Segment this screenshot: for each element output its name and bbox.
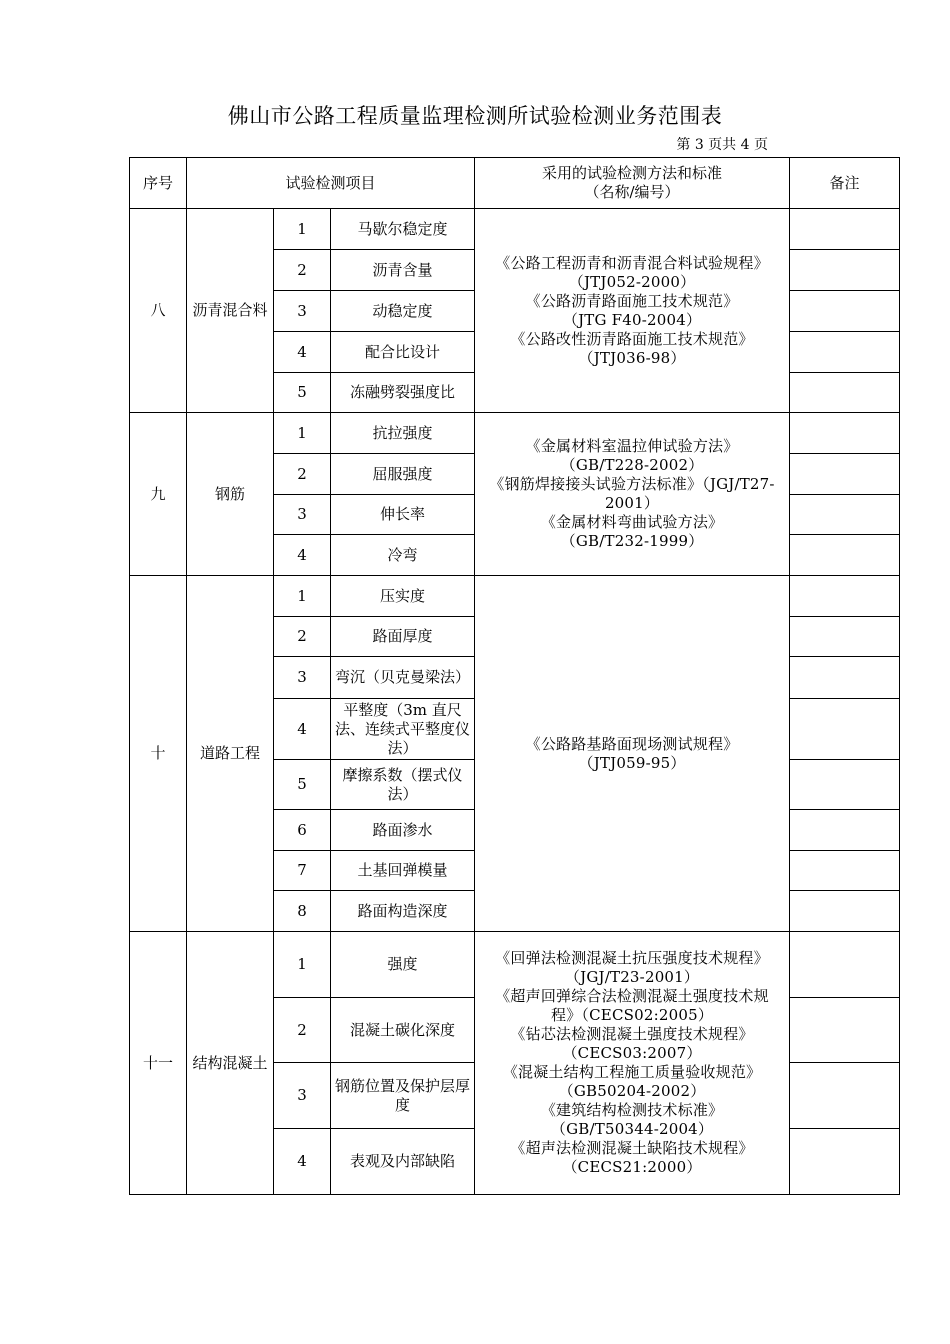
table-row bbox=[130, 413, 900, 454]
remark-cell bbox=[790, 617, 900, 657]
remark-cell bbox=[790, 535, 900, 576]
standard-line: 程》（CECS02:2005） bbox=[551, 1006, 714, 1024]
standard-line: 《回弹法检测混凝土抗压强度技术规程》 bbox=[495, 949, 769, 967]
standard-line: 《金属材料弯曲试验方法》 bbox=[540, 513, 724, 531]
remark-cell bbox=[790, 891, 900, 932]
group-seq: 九 bbox=[130, 413, 187, 576]
remark-cell bbox=[790, 998, 900, 1063]
item-no: 4 bbox=[274, 535, 331, 576]
item-name: 摩擦系数（摆式仪法） bbox=[331, 760, 475, 810]
remark-cell bbox=[790, 332, 900, 373]
table-row bbox=[130, 576, 900, 617]
remark-cell bbox=[790, 1063, 900, 1129]
item-no: 1 bbox=[274, 932, 331, 998]
table-row bbox=[130, 932, 900, 998]
standard-line: （GB/T232-1999） bbox=[560, 532, 704, 550]
item-no: 4 bbox=[274, 699, 331, 760]
standard-line: （JTJ059-95） bbox=[578, 753, 686, 772]
remark-cell bbox=[790, 454, 900, 495]
item-name: 平整度（3m 直尺法、连续式平整度仪法） bbox=[331, 699, 475, 760]
item-no: 2 bbox=[274, 617, 331, 657]
group-standards bbox=[475, 413, 790, 576]
standard-line: 《钢筋焊接接头试验方法标准》（JGJ/T27- bbox=[489, 475, 775, 493]
standard-line: （GB50204-2002） bbox=[558, 1082, 706, 1100]
item-no: 2 bbox=[274, 998, 331, 1063]
standard-line: 《金属材料室温拉伸试验方法》 bbox=[525, 437, 739, 455]
item-name: 马歇尔稳定度 bbox=[331, 209, 475, 250]
item-no: 8 bbox=[274, 891, 331, 932]
remark-cell bbox=[790, 373, 900, 413]
standard-line: 《公路工程沥青和沥青混合料试验规程》 bbox=[495, 253, 769, 272]
page-title: 佛山市公路工程质量监理检测所试验检测业务范围表 bbox=[227, 104, 723, 128]
remark-cell bbox=[790, 495, 900, 535]
group-standards bbox=[475, 209, 790, 413]
item-no: 1 bbox=[274, 209, 331, 250]
item-name: 弯沉（贝克曼梁法） bbox=[331, 657, 475, 699]
group-seq: 十一 bbox=[130, 932, 187, 1195]
item-name: 冷弯 bbox=[331, 535, 475, 576]
standard-line: （JGJ/T23-2001） bbox=[564, 968, 700, 986]
group-seq: 八 bbox=[130, 209, 187, 413]
item-no: 7 bbox=[274, 851, 331, 891]
item-no: 3 bbox=[274, 657, 331, 699]
item-no: 3 bbox=[274, 495, 331, 535]
item-no: 6 bbox=[274, 810, 331, 851]
standard-line: 《超声法检测混凝土缺陷技术规程》 bbox=[510, 1139, 754, 1157]
item-name: 路面构造深度 bbox=[331, 891, 475, 932]
header-method-line: 采用的试验检测方法和标准 bbox=[542, 164, 723, 182]
group-name: 结构混凝土 bbox=[187, 932, 274, 1195]
item-no: 3 bbox=[274, 1063, 331, 1129]
item-no: 3 bbox=[274, 291, 331, 332]
header-item: 试验检测项目 bbox=[187, 158, 475, 209]
group-standards bbox=[475, 576, 790, 932]
item-no: 1 bbox=[274, 576, 331, 617]
item-no: 4 bbox=[274, 332, 331, 373]
standard-line: 《公路沥青路面施工技术规范》 bbox=[525, 291, 739, 310]
page-number: 第 3 页共 4 页 bbox=[676, 137, 768, 153]
item-name: 路面厚度 bbox=[331, 617, 475, 657]
item-name: 配合比设计 bbox=[331, 332, 475, 373]
item-no: 5 bbox=[274, 373, 331, 413]
item-no: 1 bbox=[274, 413, 331, 454]
remark-cell bbox=[790, 250, 900, 291]
remark-cell bbox=[790, 1129, 900, 1195]
item-name: 土基回弹模量 bbox=[331, 851, 475, 891]
item-name: 抗拉强度 bbox=[331, 413, 475, 454]
item-name: 压实度 bbox=[331, 576, 475, 617]
item-name: 屈服强度 bbox=[331, 454, 475, 495]
header-seq: 序号 bbox=[130, 158, 187, 209]
group-name: 钢筋 bbox=[187, 413, 274, 576]
remark-cell bbox=[790, 413, 900, 454]
item-name: 路面渗水 bbox=[331, 810, 475, 851]
remark-cell bbox=[790, 760, 900, 810]
remark-cell bbox=[790, 291, 900, 332]
remark-cell bbox=[790, 699, 900, 760]
remark-cell bbox=[790, 851, 900, 891]
standard-line: （GB/T50344-2004） bbox=[550, 1120, 714, 1138]
group-seq: 十 bbox=[130, 576, 187, 932]
table-row bbox=[130, 209, 900, 250]
group-name: 道路工程 bbox=[187, 576, 274, 932]
standard-line: 《混凝土结构工程施工质量验收规范》 bbox=[502, 1063, 762, 1081]
header-method bbox=[475, 158, 790, 209]
item-name: 沥青含量 bbox=[331, 250, 475, 291]
header-remark: 备注 bbox=[790, 158, 900, 209]
header-method-line: （名称/编号） bbox=[584, 183, 680, 201]
standard-line: 2001） bbox=[604, 494, 660, 512]
group-standards bbox=[475, 932, 790, 1195]
item-name: 表观及内部缺陷 bbox=[331, 1129, 475, 1195]
item-name: 伸长率 bbox=[331, 495, 475, 535]
item-name: 混凝土碳化深度 bbox=[331, 998, 475, 1063]
remark-cell bbox=[790, 932, 900, 998]
item-no: 4 bbox=[274, 1129, 331, 1195]
group-name: 沥青混合料 bbox=[187, 209, 274, 413]
standard-line: 《钻芯法检测混凝土强度技术规程》 bbox=[510, 1025, 754, 1043]
item-no: 2 bbox=[274, 250, 331, 291]
remark-cell bbox=[790, 576, 900, 617]
standard-line: 《公路改性沥青路面施工技术规范》 bbox=[510, 329, 754, 348]
standard-line: （JTJ052-2000） bbox=[568, 272, 696, 291]
standard-line: （CECS21:2000） bbox=[562, 1158, 702, 1176]
item-name: 强度 bbox=[331, 932, 475, 998]
remark-cell bbox=[790, 657, 900, 699]
item-name: 冻融劈裂强度比 bbox=[331, 373, 475, 413]
item-no: 2 bbox=[274, 454, 331, 495]
standard-line: （CECS03:2007） bbox=[562, 1044, 702, 1062]
standard-line: 《建筑结构检测技术标准》 bbox=[540, 1101, 724, 1119]
standard-line: （JTJ036-98） bbox=[578, 348, 686, 367]
item-name: 钢筋位置及保护层厚度 bbox=[331, 1063, 475, 1129]
standard-line: （GB/T228-2002） bbox=[560, 456, 704, 474]
remark-cell bbox=[790, 209, 900, 250]
standard-line: （JTG F40-2004） bbox=[562, 310, 702, 329]
item-name: 动稳定度 bbox=[331, 291, 475, 332]
standard-line: 《公路路基路面现场测试规程》 bbox=[525, 734, 739, 753]
item-no: 5 bbox=[274, 760, 331, 810]
remark-cell bbox=[790, 810, 900, 851]
business-scope-table bbox=[129, 157, 900, 1195]
standard-line: 《超声回弹综合法检测混凝土强度技术规 bbox=[495, 987, 769, 1005]
table-header-row bbox=[130, 158, 900, 209]
